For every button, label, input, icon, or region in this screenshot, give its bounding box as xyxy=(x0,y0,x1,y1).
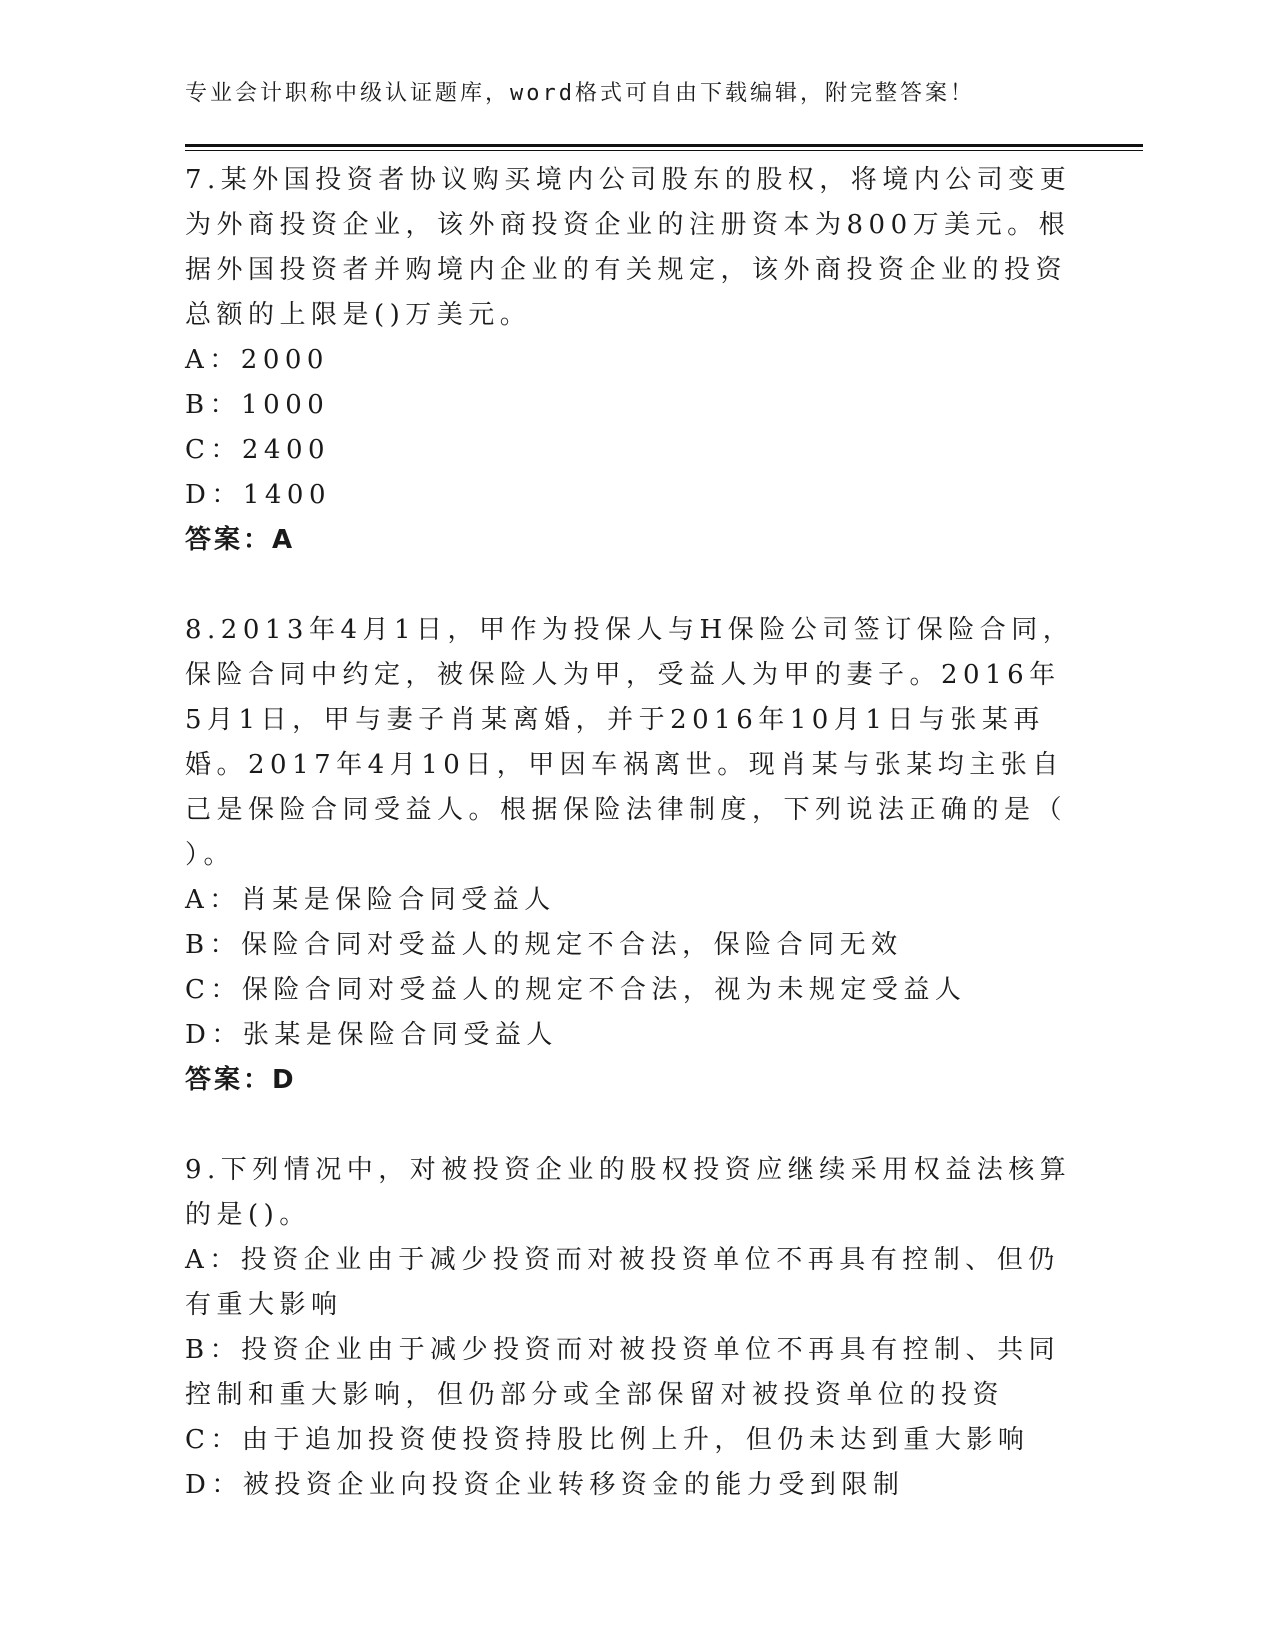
spacer xyxy=(185,563,1075,608)
question-list xyxy=(185,158,1075,1508)
option-c: C：2400 xyxy=(185,435,331,465)
header-rule-thick xyxy=(185,144,1143,147)
option-b: B：投资企业由于减少投资而对被投资单位不再具有控制、共同控制和重大影响，但仍部分或全部保留对被投资单位的投资 xyxy=(185,1335,1061,1410)
option-c: C：由于追加投资使投资持股比例上升，但仍未达到重大影响 xyxy=(185,1425,1030,1455)
option-d: D：1400 xyxy=(185,480,332,510)
option-a: A：肖某是保险合同受益人 xyxy=(185,885,556,915)
option-a: A：投资企业由于减少投资而对被投资单位不再具有控制、但仍有重大影响 xyxy=(185,1245,1060,1320)
option-b: B：1000 xyxy=(185,390,330,420)
answer: 答案：A xyxy=(185,525,296,555)
question-text: 9.下列情况中，对被投资企业的股权投资应继续采用权益法核算的是()。 xyxy=(185,1155,1072,1230)
question-8 xyxy=(185,608,1075,1103)
spacer xyxy=(185,1103,1075,1148)
option-d: D：张某是保险合同受益人 xyxy=(185,1020,558,1050)
question-text: 8.2013年4月1日，甲作为投保人与H保险公司签订保险合同，保险合同中约定，被保险人为甲，受益人为甲的妻子。2016年5月1日，甲与妻子肖某离婚，并于2016年10月1日与张某再婚。2017年4月10日，甲因车祸离世。现肖某与张某均主张自己是保险合同受益人。根据保险法律制度，下列说法正确的是（ ）。 xyxy=(185,615,1075,870)
option-c: C：保险合同对受益人的规定不合法，视为未规定受益人 xyxy=(185,975,967,1005)
question-text: 7.某外国投资者协议购买境内公司股东的股权，将境内公司变更为外商投资企业，该外商投资企业的注册资本为800万美元。根据外国投资者并购境内企业的有关规定，该外商投资企业的投资总额的上限是()万美元。 xyxy=(185,165,1072,330)
header-rule-thin xyxy=(185,150,1143,151)
option-a: A：2000 xyxy=(185,345,329,375)
page-header: 专业会计职称中级认证题库，word格式可自由下载编辑，附完整答案！ xyxy=(185,81,975,106)
question-9 xyxy=(185,1148,1075,1508)
answer: 答案：D xyxy=(185,1065,297,1095)
option-b: B：保险合同对受益人的规定不合法，保险合同无效 xyxy=(185,930,903,960)
question-7 xyxy=(185,158,1075,563)
option-d: D：被投资企业向投资企业转移资金的能力受到限制 xyxy=(185,1470,905,1500)
